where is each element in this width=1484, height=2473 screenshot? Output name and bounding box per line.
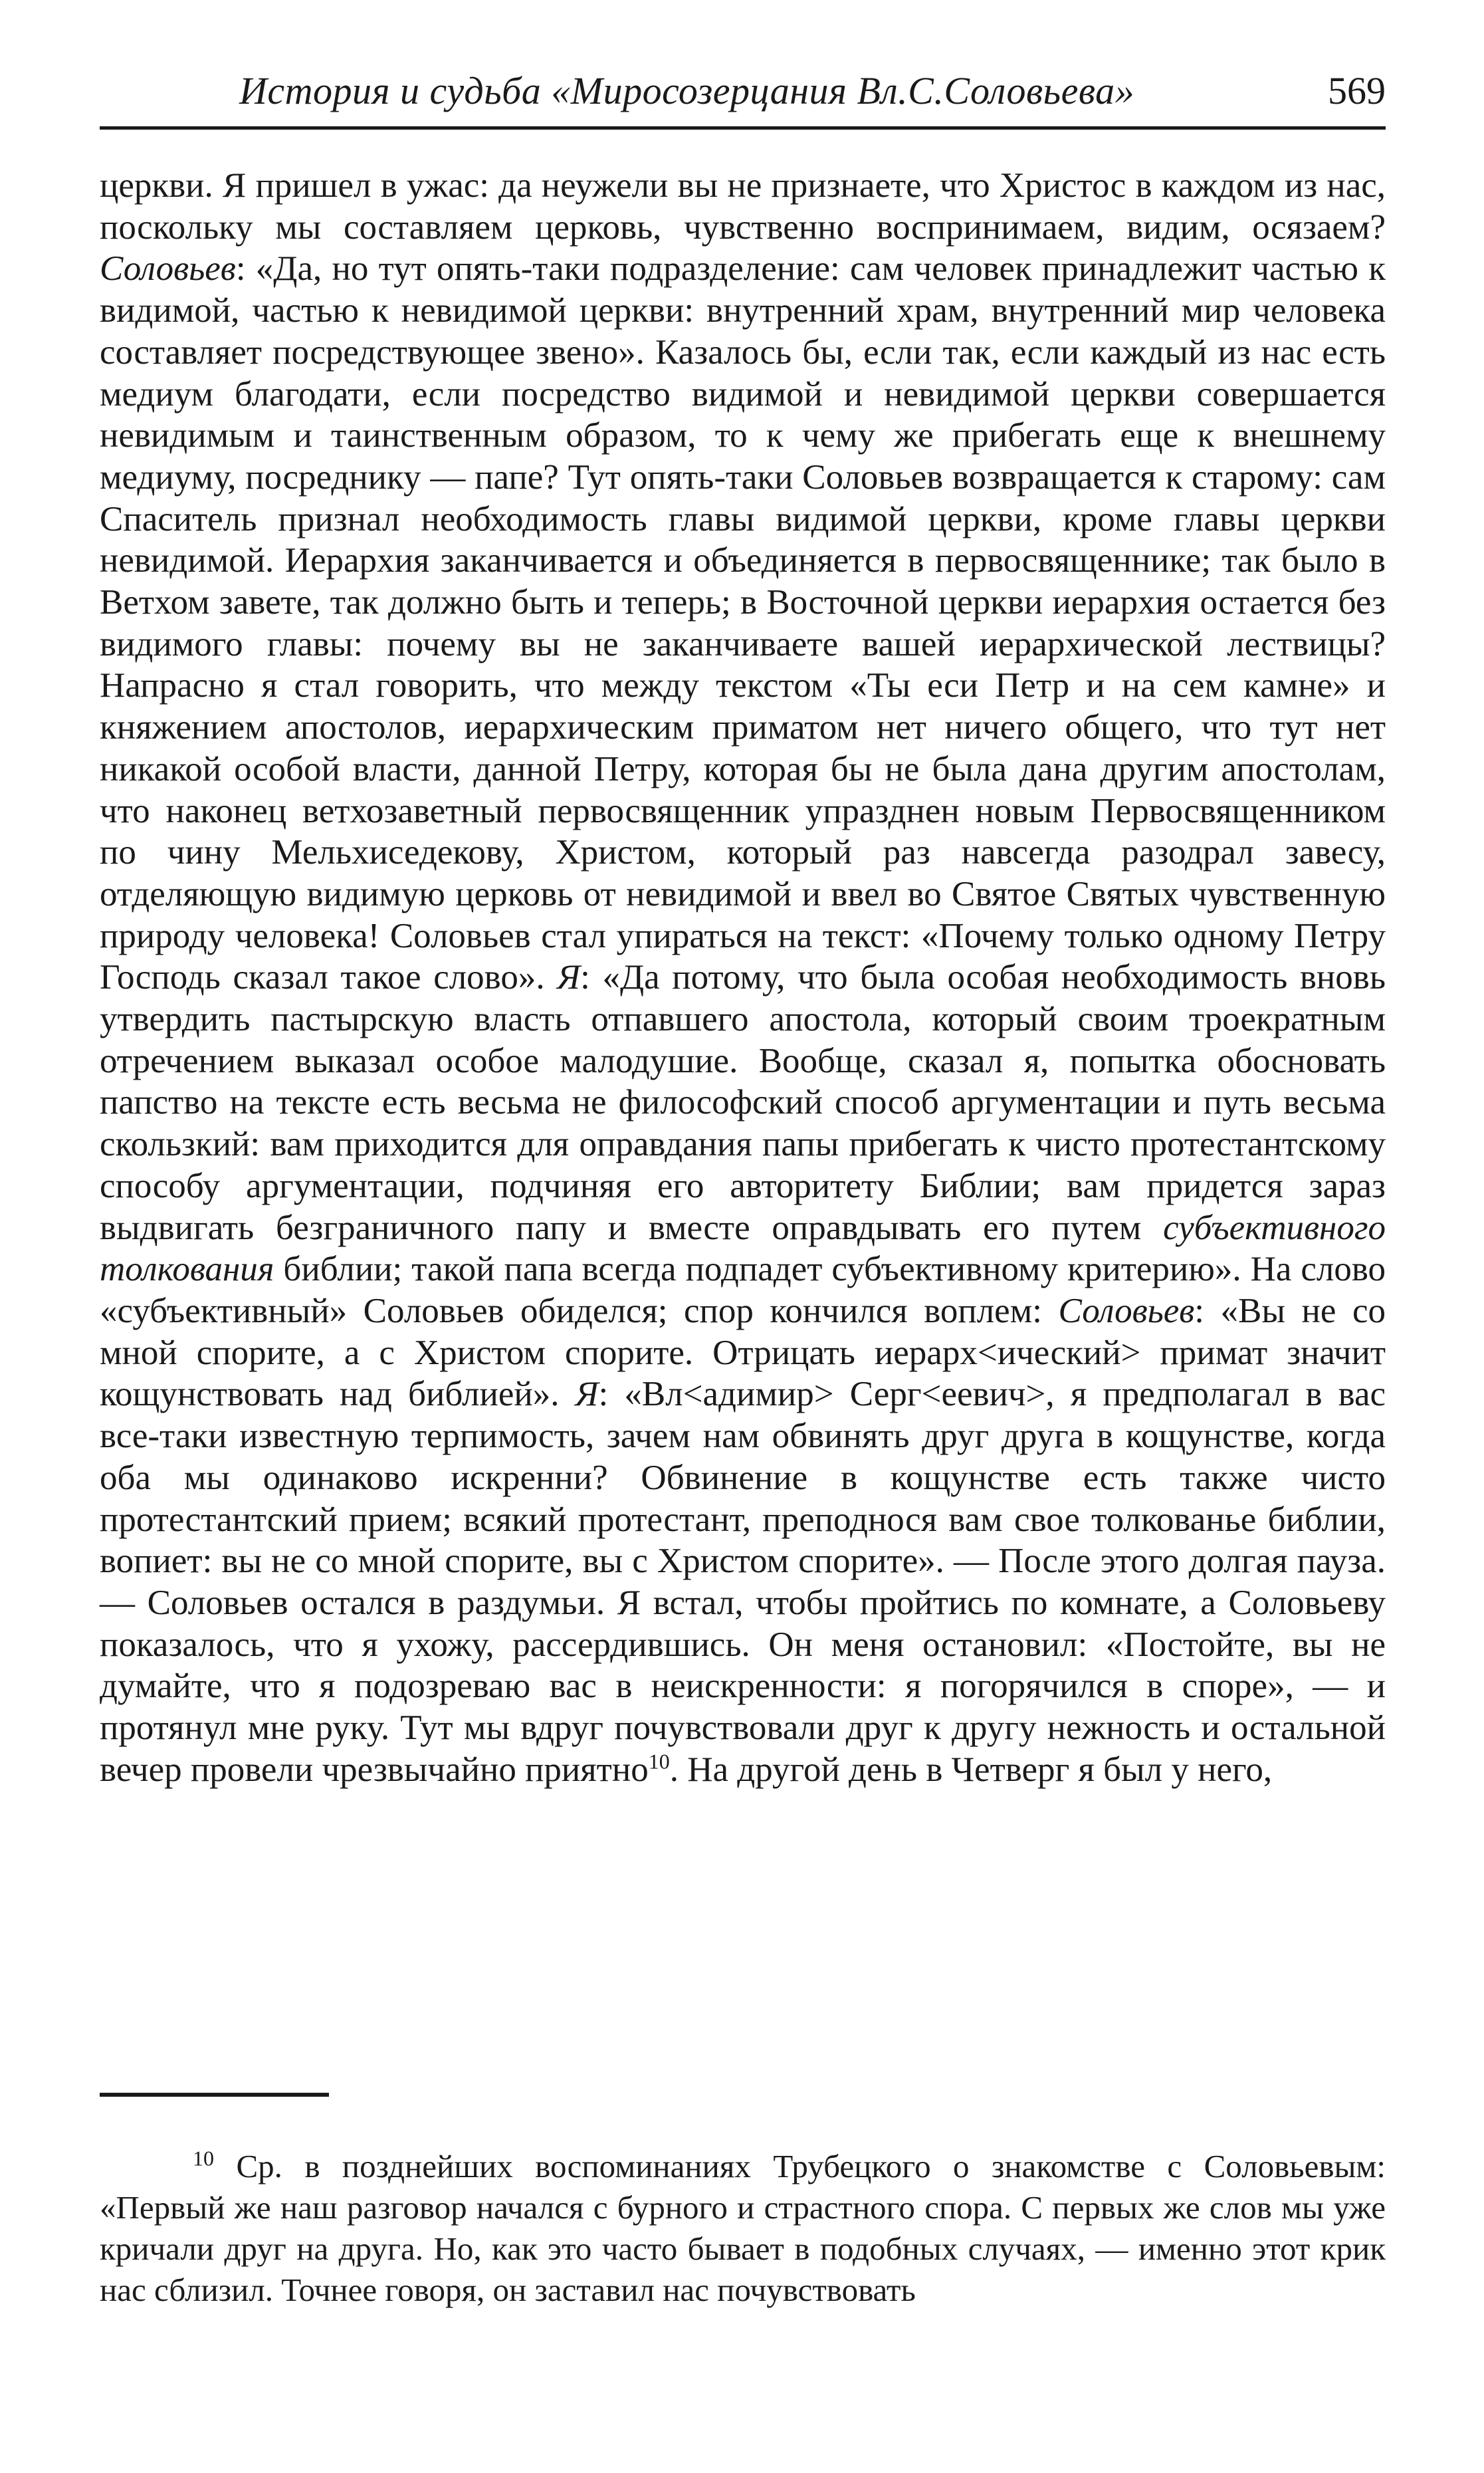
text-segment: : «Да потому, что была особая необходимость вновь утвердить пастырскую власть отпавшего апостола, который своим троекратным отречением выказал особое малодушие. Вообще, сказал я, попытка обосновать папство на тексте есть весьма не философский способ аргументации и путь весьма скользкий: вам приходится для оправдания папы прибегать к чисто протестантскому способу аргументации, подчиняя его авторитету Библии; вам придется зараз выдвигать безграничного папу и вместе оправдывать его путем bbox=[100, 958, 1386, 1247]
page-number: 569 bbox=[1328, 69, 1386, 112]
speaker-name: Соловьев bbox=[100, 249, 236, 289]
book-page bbox=[100, 0, 1386, 2473]
text-segment: церкви. Я пришел в ужас: да неужели вы не признаете, что Христос в каждом из нас, поскольку мы составляем церковь, чувственно воспринимаем, видим, осязаем? bbox=[100, 166, 1386, 247]
text-segment: : «Вл<адимир> Серг<еевич>, я предполагал в вас все-таки известную терпимость, зачем нам обвинять друг друга в кощунстве, когда оба мы одинаково искренни? Обвинение в кощунстве есть также чисто протестантский прием; всякий протестант, преподнося вам свое толкованье библии, вопиет: вы не со мной спорите, вы с Христом спорите». — После этого долгая пауза. — Соловьев остался в раздумьи. Я встал, чтобы пройтись по комнате, а Соловьеву показалось, что я ухожу, рассердившись. Он меня остановил: «Постойте, вы не думайте, что я подозреваю вас в неискренности: я погорячился в споре», — и протянул мне руку. Тут мы вдруг почувствовали друг к другу нежность и остальной вечер провели чрезвычайно приятно bbox=[100, 1375, 1386, 1789]
text-segment: библии; такой папа всегда подпадет субъективному критерию». На слово «субъективный» Соловьев обиделся; спор кончился воплем: bbox=[100, 1250, 1386, 1330]
text-segment: . На другой день в Четверг я был у него, bbox=[669, 1750, 1273, 1789]
main-paragraph bbox=[100, 165, 1386, 1790]
speaker-name: Я bbox=[575, 1375, 599, 1414]
running-title: История и судьба «Миросозерцания Вл.С.Соловьева» bbox=[239, 69, 1135, 112]
text-segment: : «Вы не со мной спорите, а с Христом спорите. Отрицать иерарх<ический> примат значит кощунствовать над библией». bbox=[100, 1291, 1386, 1414]
header-rule bbox=[100, 126, 1386, 130]
main-text bbox=[100, 165, 1386, 1790]
text-segment: : «Да, но тут опять-таки подразделение: сам человек принадлежит частью к видимой, частью к невидимой церкви: внутренний храм, внутренний мир человека составляет посредствующее звено». Казалось бы, если так, если каждый из нас есть медиум благодати, если посредство видимой и невидимой церкви совершается невидимым и таинственным образом, то к чему же прибегать еще к внешнему медиуму, посреднику — папе? Тут опять-таки Соловьев возвращается к старому: сам Спаситель признал необходимость главы видимой церкви, кроме главы церкви невидимой. Иерархия заканчивается и объединяется в первосвященнике; так было в Ветхом завете, так должно быть и теперь; в Восточной церкви иерархия остается без видимого главы: почему вы не заканчиваете вашей иерархической лествицы? Напрасно я стал говорить, что между текстом «Ты еси Петр и на сем камне» и княжением апостолов, иерархическим приматом нет ничего общего, что тут нет никакой особой власти, данной Петру, которая бы не была дана другим апостолам, что наконец ветхозаветный первосвященник упразднен новым Первосвященником по чину Мельхиседекову, Христом, который раз навсегда разодрал завесу, отделяющую видимую церковь от невидимой и ввел во Святое Святых чувственную природу человека! Соловьев стал упираться на текст: «Почему только одному Петру Господь сказал такое слово». bbox=[100, 249, 1386, 997]
footnote-number: 10 bbox=[193, 2146, 214, 2171]
footnote-paragraph bbox=[100, 2146, 1386, 2311]
footnote-text: Ср. в позднейших воспоминаниях Трубецкого о знакомстве с Соловьевым: «Первый же наш разговор начался с бурного и страстного спора. С первых же слов мы уже кричали друг на друга. Но, как это часто бывает в подобных случаях, — именно этот крик нас сблизил. Точнее говоря, он заставил нас почувствовать bbox=[100, 2148, 1386, 2308]
speaker-name: Соловьев bbox=[1058, 1291, 1195, 1330]
page-header bbox=[100, 61, 1386, 121]
emphasis-text: субъективного толкования bbox=[100, 1208, 1386, 1289]
footnote bbox=[100, 2146, 1386, 2311]
speaker-name: Я bbox=[557, 958, 581, 997]
footnote-rule bbox=[100, 2093, 329, 2097]
footnote-reference: 10 bbox=[648, 1749, 670, 1774]
